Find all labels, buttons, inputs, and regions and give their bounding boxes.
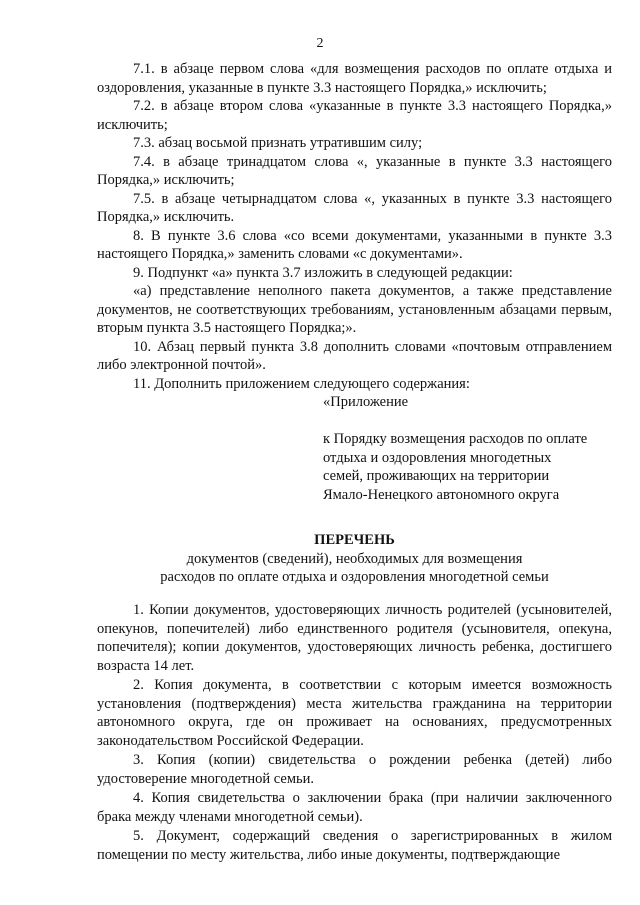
list-item: 5. Документ, содержащий сведения о зарегистрированных в жилом помещении по месту жительства, либо иные документы, подтверждающие bbox=[97, 828, 612, 863]
amendments-section bbox=[97, 60, 612, 393]
amendment-7-2: 7.2. в абзаце втором слова «указанные в пункте 3.3 настоящего Порядка,» исключить; bbox=[97, 98, 612, 133]
amendment-9: 9. Подпункт «а» пункта 3.7 изложить в следующей редакции: bbox=[133, 264, 513, 281]
list-item: 4. Копия свидетельства о заключении брака (при наличии заключенного брака между членами многодетной семьи). bbox=[97, 790, 612, 825]
amendment-7-1: 7.1. в абзаце первом слова «для возмещения расходов по оплате отдыха и оздоровления, указанные в пункте 3.3 настоящего Порядка,» исключить; bbox=[97, 61, 612, 96]
amendment-7-4: 7.4. в абзаце тринадцатом слова «, указанные в пункте 3.3 настоящего Порядка,» исключить; bbox=[97, 153, 612, 188]
list-heading bbox=[97, 531, 612, 587]
appendix-ref-line: семей, проживающих на территории bbox=[323, 468, 550, 484]
list-item: 2. Копия документа, в соответствии с которым имеется возможность установления (подтверждения) места жительства гражданина на территории автономного округа, где он проживает на основаниях, предусмотренных законодательством Российской Федерации. bbox=[97, 677, 612, 749]
list-item: 3. Копия (копии) свидетельства о рождении ребенка (детей) либо удостоверение многодетной семьи. bbox=[97, 752, 612, 787]
amendment-10: 10. Абзац первый пункта 3.8 дополнить словами «почтовым отправлением либо электронной почтой». bbox=[97, 338, 612, 373]
appendix-label: «Приложение bbox=[323, 394, 409, 410]
amendment-7-3: 7.3. абзац восьмой признать утратившим силу; bbox=[133, 135, 423, 151]
list-item: 1. Копии документов, удостоверяющих личность родителей (усыновителей, опекунов, попечителей) либо единственного родителя (усыновителя, опекуна, попечителя); копии документов, удостоверяющих личность ребенка, достигшего возраста 14 лет. bbox=[97, 602, 612, 674]
appendix-ref-line: отдыха и оздоровления многодетных bbox=[323, 449, 552, 466]
documents-list bbox=[97, 600, 612, 864]
amendment-9-text: «а) представление неполного пакета документов, а также представление документов, не соответствующих требованиям, установленным абзацами первым, вторым пункта 3.5 настоящего Порядка;». bbox=[97, 283, 612, 336]
appendix-ref-line: Ямало-Ненецкого автономного округа bbox=[323, 486, 560, 503]
amendment-7-5: 7.5. в абзаце четырнадцатом слова «, указанных в пункте 3.3 настоящего Порядка,» исключить. bbox=[97, 190, 612, 225]
amendment-11: 11. Дополнить приложением следующего содержания: bbox=[133, 375, 470, 392]
list-title: ПЕРЕЧЕНЬ bbox=[314, 532, 395, 548]
appendix-reference bbox=[323, 430, 613, 504]
list-subtitle-line: документов (сведений), необходимых для возмещения bbox=[186, 550, 523, 567]
list-subtitle-line: расходов по оплате отдыха и оздоровления многодетной семьи bbox=[160, 569, 549, 585]
appendix-ref-line: к Порядку возмещения расходов по оплате bbox=[323, 431, 588, 447]
page-number: 2 bbox=[316, 36, 324, 51]
amendment-8: 8. В пункте 3.6 слова «со всеми документами, указанными в пункте 3.3 настоящего Порядка,» заменить словами «с документами». bbox=[97, 227, 612, 262]
